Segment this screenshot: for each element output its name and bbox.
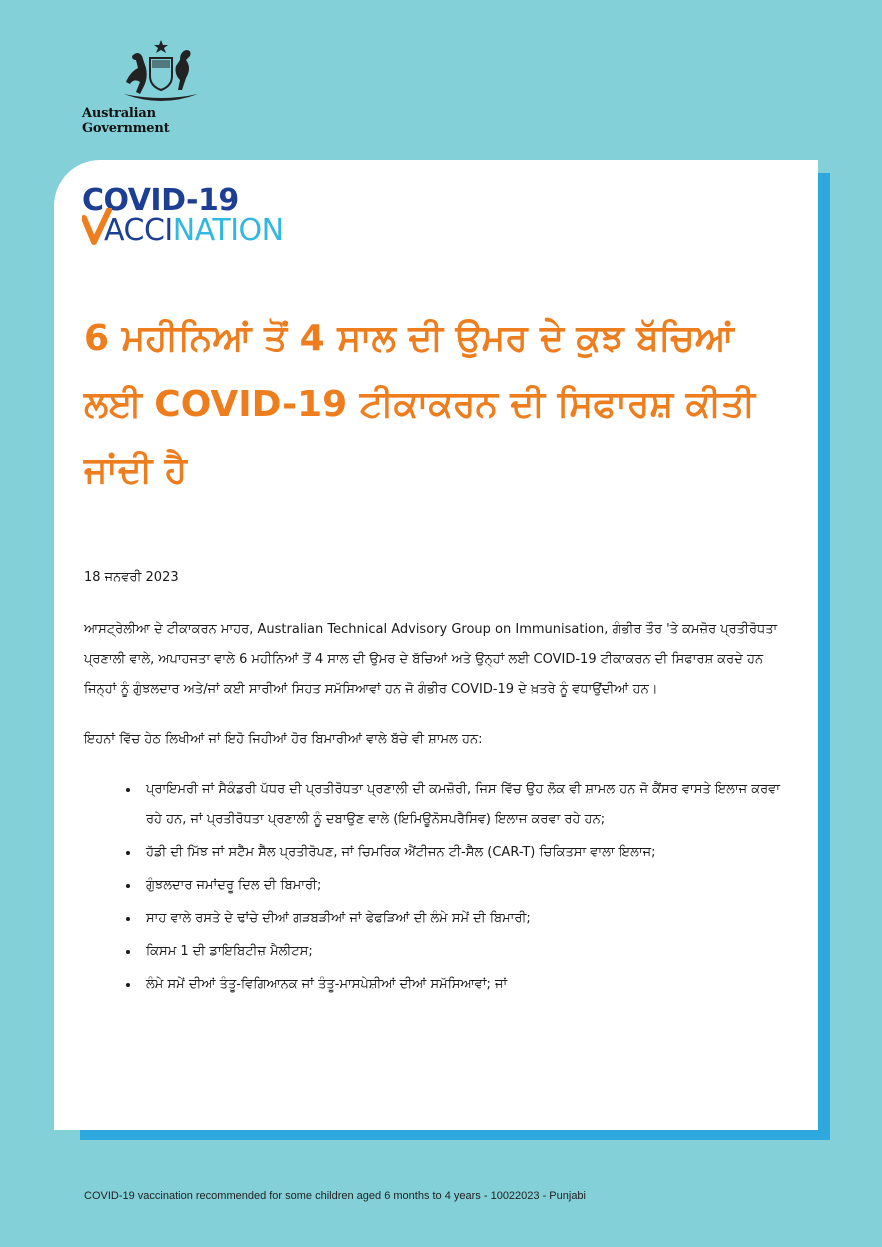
list-item: • ਲੰਮੇ ਸਮੇਂ ਦੀਆਂ ਤੰਤੂ-ਵਿਗਿਆਨਕ ਜਾਂ ਤੰਤੂ-ਮਾਸਪੇਸ਼ੀਆਂ ਦੀਆਂ ਸਮੱਸਿਆਵਾਂ; ਜਾਂ	[140, 970, 796, 1000]
government-logo	[82, 38, 247, 136]
list-item: • ਪ੍ਰਾਇਮਰੀ ਜਾਂ ਸੈਕੰਡਰੀ ਪੱਧਰ ਦੀ ਪ੍ਰਤੀਰੋਧਤਾ ਪ੍ਰਣਾਲੀ ਦੀ ਕਮਜ਼ੋਰੀ, ਜਿਸ ਵਿੱਚ ਉਹ ਲੋਕ ਵੀ ਸ਼ਾਮਲ ਹਨ ਜੋ ਕੈਂਸਰ ਵਾਸਤੇ ਇਲਾਜ ਕਰਵਾ ਰਹੇ ਹਨ, ਜਾਂ ਪ੍ਰਤੀਰੋਧਤਾ ਪ੍ਰਣਾਲੀ ਨੂੰ ਦਬਾਉਣ ਵਾਲੇ (ਇਮਿਊਨੋਸਪਰੈਸਿਵ) ਇਲਾਜ ਕਰਵਾ ਰਹੇ ਹਨ;	[140, 775, 796, 835]
logo-nation: NATION	[172, 213, 284, 248]
logo-line1: COVID-19	[82, 183, 239, 218]
paragraph: ਇਹਨਾਂ ਵਿੱਚ ਹੇਠ ਲਿਖੀਆਂ ਜਾਂ ਇਹੋ ਜਿਹੀਆਂ ਹੋਰ ਬਿਮਾਰੀਆਂ ਵਾਲੇ ਬੱਚੇ ਵੀ ਸ਼ਾਮਲ ਹਨ:	[84, 732, 483, 747]
publish-date: 18 ਜਨਵਰੀ 2023	[84, 570, 179, 585]
government-name: Australian Government	[82, 106, 170, 136]
footer-text: COVID-19 vaccination recommended for some children aged 6 months to 4 years - 10022023 - Punjabi	[84, 1190, 586, 1202]
logo-acci: ACCI	[104, 213, 173, 248]
list-item: • ਕਿਸਮ 1 ਦੀ ਡਾਇਬਿਟੀਜ਼ ਮੈਲੀਟਸ;	[140, 937, 796, 967]
page-title: 6 ਮਹੀਨਿਆਂ ਤੋਂ 4 ਸਾਲ ਦੀ ਉਮਰ ਦੇ ਕੁਝ ਬੱਚਿਆਂ ਲਈ COVID-19 ਟੀਕਾਕਰਨ ਦੀ ਸਿਫਾਰਸ਼ ਕੀਤੀ ਜਾਂਦੀ ਹੈ	[84, 318, 756, 491]
list-item: • ਗੁੰਝਲਦਾਰ ਜਮਾਂਦਰੂ ਦਿਲ ਦੀ ਬਿਮਾਰੀ;	[140, 871, 796, 901]
covid-vaccination-logo	[82, 183, 284, 248]
paragraph: ਆਸਟ੍ਰੇਲੀਆ ਦੇ ਟੀਕਾਕਰਨ ਮਾਹਰ, Australian Technical Advisory Group on Immunisation, ਗੰਭੀਰ ਤੌਰ 'ਤੇ ਕਮਜ਼ੋਰ ਪ੍ਰਤੀਰੋਧਤਾ ਪ੍ਰਣਾਲੀ ਵਾਲੇ, ਅਪਾਹਜਤਾ ਵਾਲੇ 6 ਮਹੀਨਿਆਂ ਤੋਂ 4 ਸਾਲ ਦੀ ਉਮਰ ਦੇ ਬੱਚਿਆਂ ਅਤੇ ਉਨ੍ਹਾਂ ਲਈ COVID-19 ਟੀਕਾਕਰਨ ਦੀ ਸਿਫਾਰਸ਼ ਕਰਦੇ ਹਨ ਜਿਨ੍ਹਾਂ ਨੂੰ ਗੁੰਝਲਦਾਰ ਅਤੇ/ਜਾਂ ਕਈ ਸਾਰੀਆਂ ਸਿਹਤ ਸਮੱਸਿਆਵਾਂ ਹਨ ਜੋ ਗੰਭੀਰ COVID-19 ਦੇ ਖ਼ਤਰੇ ਨੂੰ ਵਧਾਉਂਦੀਆਂ ਹਨ।	[84, 622, 778, 697]
body-text	[84, 615, 796, 1003]
list-item: • ਹੱਡੀ ਦੀ ਮਿੱਝ ਜਾਂ ਸਟੈੱਮ ਸੈੱਲ ਪ੍ਰਤੀਰੋਪਣ, ਜਾਂ ਚਿਮਰਿਕ ਐਂਟੀਜਨ ਟੀ-ਸੈੱਲ (CAR-T) ਚਿਕਿਤਸਾ ਵਾਲਾ ਇਲਾਜ;	[140, 838, 796, 868]
condition-list	[84, 775, 796, 1000]
coat-of-arms-icon	[116, 38, 206, 104]
checkmark-icon	[82, 208, 112, 248]
list-item: • ਸਾਹ ਵਾਲੇ ਰਸਤੇ ਦੇ ਢਾਂਚੇ ਦੀਆਂ ਗੜਬੜੀਆਂ ਜਾਂ ਫੇਫੜਿਆਂ ਦੀ ਲੰਮੇ ਸਮੇਂ ਦੀ ਬਿਮਾਰੀ;	[140, 904, 796, 934]
content-card	[54, 160, 818, 1130]
